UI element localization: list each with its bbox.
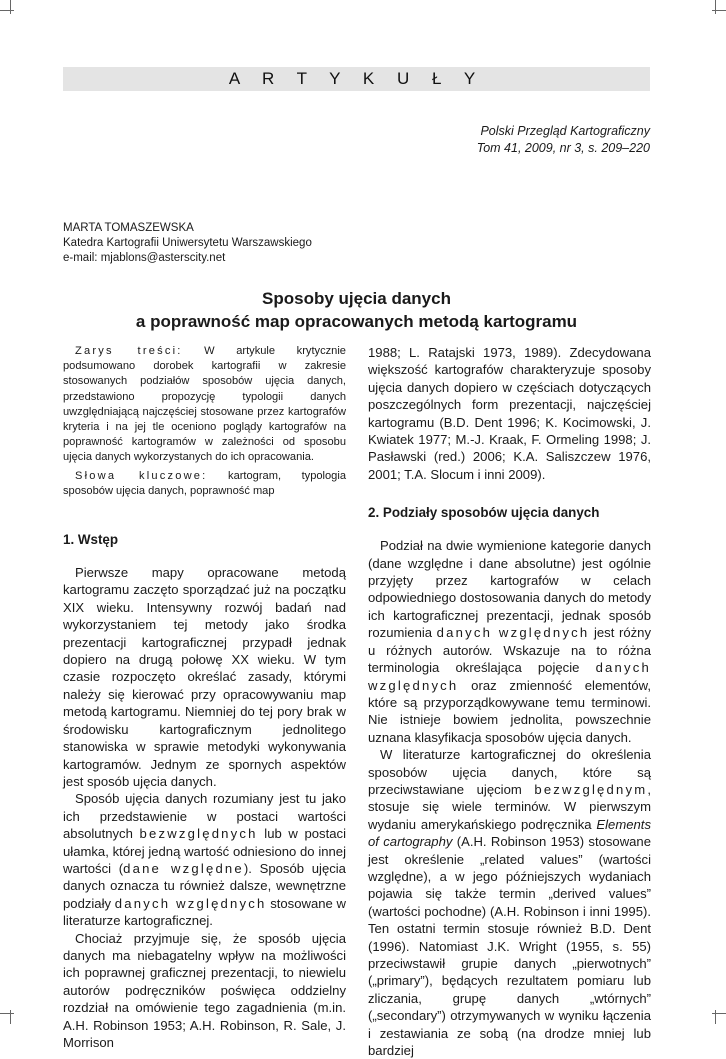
intro-paragraph-2: Sposób ujęcia danych rozumiany jest tu jako ich przedstawienie w postaci wartości absolutnych bezwzględnych lub w postaci ułamka, której jedną wartość odniesiono do innej wartości (dane względne). Sposób ujęcia danych oznacza tu również dalsze, wewnętrzne podziały danych względnych stosowane w literaturze kartograficznej. [63,791,346,929]
abstract-text: W artykule krytycznie podsumowano dorobek kartografii w zakresie stosowanych podziałów sposobów ujęcia danych, przedstawiono propozycję typologii danych uwzględniającą najczęściej stosowane przez kartografów kryteria i na jej tle oceniono poglądy kartografów na poprawność kartogramów w zależności od sposobu ujęcia danych wykorzystanych do ich opracowania. [63,345,346,464]
crop-mark-top-right-h [712,10,726,11]
section-1-heading: 1. Wstęp [63,532,119,548]
term-bezwzglednym: bezwzględnym [534,781,648,797]
section-2-paragraph-1: Podział na dwie wymienione kategorie danych (dane względne i dane absolutne) jest ogólnie przyjęty przez kartografów w celach odpowiedniego dostosowania danych do metody ich kartograficznej prezentacji, jednak sposób rozumienia danych względnych jest różny u różnych autorów. Wskazuje na to różna terminologia określająca pojęcie danych względnych oraz zmienność elementów, które są przyporządkowywane temu terminowi. Nie istnieje bowiem jednolita, powszechnie uznana klasyfikacja sposobów ujęcia danych. [368,538,651,745]
section-heading: A R T Y K U Ł Y [63,67,650,91]
crop-mark-bottom-right-h [712,1013,726,1014]
left-column [63,344,346,1051]
right-column [368,344,651,1059]
keywords-text: kartogram, typologia sposobów ujęcia danych, poprawność map [63,469,346,497]
article-title [63,287,650,333]
section-2-heading: 2. Podziały sposobów ujęcia danych [368,505,600,521]
author-email[interactable]: e-mail: mjablons@asterscity.net [63,252,226,264]
keywords-paragraph [63,469,346,499]
abstract [63,344,346,499]
term-danych-wzglednych: danych względnych [114,895,267,911]
term-danych-wzglednych-1: danych względnych [436,625,590,641]
author-name: MARTA TOMASZEWSKA [63,222,194,234]
crop-mark-top-left-h [0,10,14,11]
term-bezwzgledne: bezwzględnych [139,826,258,842]
intro-paragraph-1: Pierwsze mapy opracowane metodą kartogramu zaczęto sporządzać już na początku XIX wieku. Intensywny rozwój badań nad wykorzystaniem tej metody jako środka prezentacji kartograficznej przypadł jednak dopiero na drugą połowę XX wieku. W tym czasie rozpoczęto określać zasady, którymi należy się kierować przy opracowywaniu map metodą kartogramu. Niemniej do tej pory brak w środowisku kartograficznym jednolitego stanowiska w sprawie metodyki wykonywania kartogramów. Jednym ze spornych aspektów jest sposób ujęcia danych. [63,565,346,789]
journal-name: Polski Przegląd Kartograficzny [480,124,650,138]
keywords-label: Słowa kluczowe: [75,469,208,482]
abstract-label: Zarys treści: [75,345,183,357]
intro-paragraph-3: Chociaż przyjmuje się, że sposób ujęcia danych ma niebagatelny wpływ na możliwości ich poprawnej graficznej prezentacji, to niewielu autorów podręczników poświęca oddzielny rozdział na omówienie tego zagadnienia (m.in. A.H. Robinson 1953; A.H. Robinson, R. Sale, J. Morrison [63,930,346,1050]
term-dane-wzgledne: dane względne [123,860,244,876]
title-line-2: a poprawność map opracowanych metodą kartogramu [135,312,578,331]
title-line-1: Sposoby ujęcia danych [262,289,451,308]
term-danych-wzglednych-2: danych względnych [368,660,651,693]
journal-info [477,123,650,157]
abstract-paragraph [63,344,346,466]
book-title: Elements of cartography [368,816,651,850]
crop-mark-bottom-left-h [0,1013,14,1014]
crop-mark-top-right [715,0,716,14]
journal-issue: Tom 41, 2009, nr 3, s. 209–220 [476,141,650,155]
author-block [63,221,312,266]
author-affiliation: Katedra Kartografii Uniwersytetu Warszawskiego [63,237,312,249]
section-2-paragraph-2: W literaturze kartograficznej do określenia sposobów ujęcia danych, które są przeciwstawiane ujęciom bezwzględnym, stosuje się wiele terminów. W pierwszym wydaniu amerykańskiego podręcznika Elements of cartography (A.H. Robinson 1953) stosowane jest określenie „related values” (wartości względne), a w jego późniejszych wydaniach pojawia się także termin „derived values” (wartości pochodne) (A.H. Robinson i inni 1995). Ten ostatni termin stosuje również B.D. Dent (1996). Natomiast J.K. Wright (1955, s. 55) przeciwstawił grupie danych „pierwotnych” („primary”), będących rezultatem pomiaru lub zliczania, grupę danych „wtórnych” („secondary”) otrzymywanych w wyniku łączenia i zestawiania ze sobą (na drodze mniej lub bardziej [368,747,651,1059]
crop-mark-top-left [10,0,11,14]
continued-paragraph: 1988; L. Ratajski 1973, 1989). Zdecydowana większość kartografów charakteryzuje sposoby ujęcia danych dopiero w częściach dotyczących poszczególnych form prezentacji, najczęściej kartogramu (B.D. Dent 1996; K. Kocimowski, J. Kwiatek 1977; M.-J. Kraak, F. Ormeling 1998; J. Pasławski (red.) 2006; K.A. Saliszczew 1976, 2001; T.A. Slocum i inni 2009). [368,345,651,482]
